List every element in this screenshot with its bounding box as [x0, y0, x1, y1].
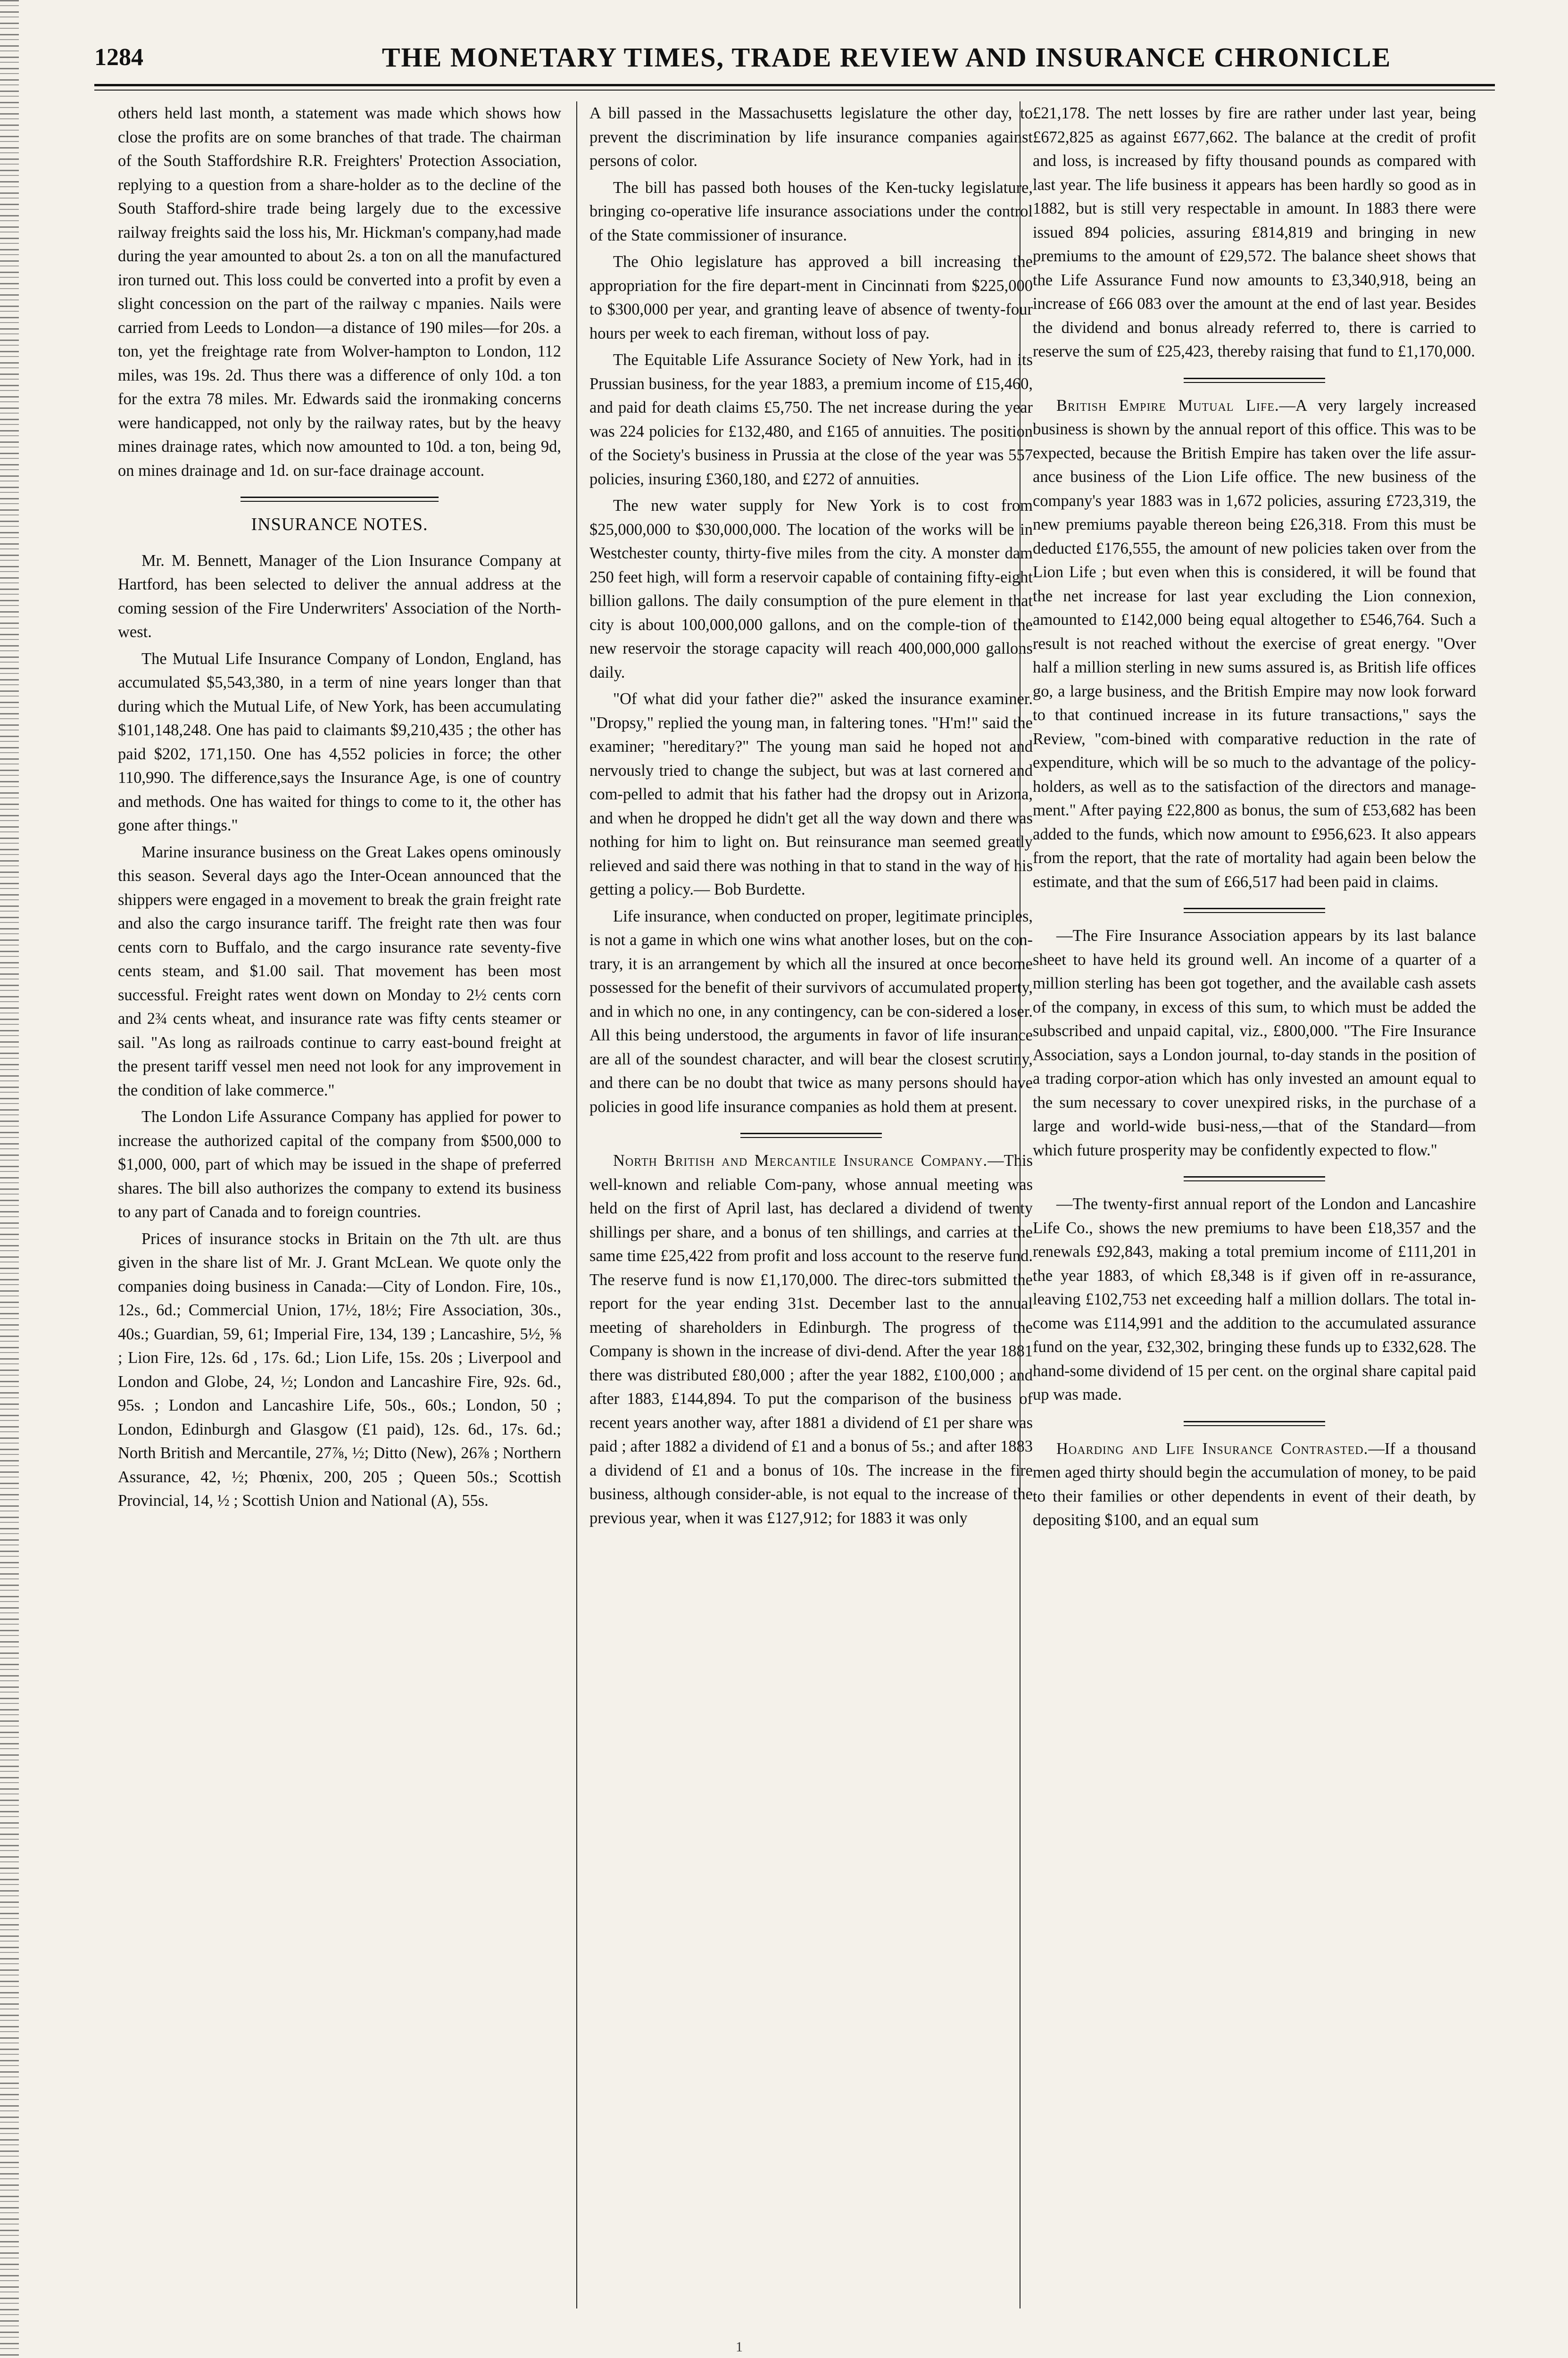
section-separator — [1184, 1421, 1325, 1428]
header-rule — [94, 84, 1495, 86]
article-paragraph — [1033, 394, 1476, 894]
article-paragraph: Life insurance, when conducted on proper, legitimate principles, is not a game in which one wins what another loses, but on the con-trary, it is an arrangement by which all the insured at once become possessed for the benefit of their survivors of accumulated property, and in which no one, in any contingency, can be con-sidered a loser. All this being understood, the arguments in favor of life insurance are all of the soundest character, and will bear the closest scrutiny, and there can be no doubt that twice as many persons should have policies in good life insurance companies as hold them at present. — [589, 907, 1033, 1116]
section-separator — [1184, 1176, 1325, 1183]
article-paragraph: —The Fire Insurance Association appears by its last balance sheet to have held its ground well. An income of a quarter of a million sterling has been got together, and the available cash assets of the company, in excess of this sum, to which must be added the subscribed and unpaid capital, viz., £800,000. "The Fire Insurance Association, says a London journal, to-day stands in the position of a trading corpor-ation which has only invested an amount equal to the sum necessary to cover unexpired risks, in the purchase of a large and world-wide busi-ness,—that of the Standard—from which future prosperity may be confidently expected to flow." — [1033, 927, 1476, 1159]
article-paragraph: A bill passed in the Massachusetts legislature the other day, to prevent the discrimination by life insurance companies against persons of color. — [589, 104, 1033, 170]
article-paragraph: The Equitable Life Assurance Society of New York, had in its Prussian business, for the year 1883, a premium income of £15,460, and paid for death claims £5,750. The net increase during the year was 224 policies for £132,480, and £165 of annuities. The position of the Society's business in Prussia at the close of the year was 557 policies, insuring £360,180, and £272 of annuities. — [589, 351, 1033, 488]
article-paragraph: £21,178. The nett losses by fire are rather under last year, being £672,825 as against £677,662. The balance at the credit of profit and loss, is increased by fifty thousand pounds as compared with last year. The life business it appears has been hardly so good as in 1882, but is still very respectable in amount. In 1883 there were issued 894 policies, assuring £814,819 and bringing in new premiums to the amount of £29,572. The balance sheet shows that the Life Assurance Fund now amounts to £3,340,918, being an increase of £66 083 over the amount at the end of last year. Besides the dividend and bonus already referred to, there is carried to reserve the sum of £25,423, thereby raising that fund to £1,170,000. — [1033, 104, 1476, 360]
article-paragraph: others held last month, a statement was made which shows how close the profits are on some branches of that trade. The chairman of the South Staffordshire R.R. Freighters' Protection Association, replying to a question from a share-holder as to the decline of the South Stafford-shire trade being largely due to the excessive railway freights said the loss his, Mr. Hickman's company,had made during the year amounted to about 2s. a ton on all the manufactured iron turned out. This loss could be converted into a profit by even a slight concession on the part of the railway c mpanies. Nails were carried from Leeds to London—a distance of 190 miles—for 20s. a ton, yet the freightage rate from Wolver-hampton to London, 112 miles, was 19s. 2d. Thus there was a difference of only 10d. a ton for the extra 78 miles. Mr. Edwards said the ironmaking concerns were handicapped, not only by the railway rates, but by the heavy mines drainage rates, which now amounted to 10d. a ton, being 9d, on mines drainage and 1d. on sur-face drainage account. — [118, 104, 561, 480]
column-1 — [118, 101, 561, 2308]
article-paragraph: The new water supply for New York is to cost from $25,000,000 to $30,000,000. The location of the works will be in Westchester county, thirty-five miles from the city. A monster dam 250 feet high, will form a reservoir capable of containing fifty-eight billion gallons. The daily consumption of the pure element in that city is about 100,000,000 gallons, and on the comple-tion of the new reservoir the storage capacity will reach 400,000,000 gallons daily. — [589, 497, 1033, 681]
article-paragraph: The Mutual Life Insurance Company of London, England, has accumulated $5,543,380, in a term of nine years longer than that during which the Mutual Life, of New York, has been accumulating $101,148,248. One has paid to claimants $9,210,435 ; the other has paid $202, 171,150. One has 4,552 policies in force; the other 110,990. The difference,says the Insurance Age, is one of country and methods. One has waited for things to come to it, the other has gone after things." — [118, 649, 561, 834]
article-paragraph — [1033, 1437, 1476, 1532]
article-paragraph: Mr. M. Bennett, Manager of the Lion Insurance Company at Hartford, has been selected to deliver the annual address at the coming session of the Fire Underwriters' Association of the North-west. — [118, 551, 561, 641]
column-divider — [576, 101, 577, 2308]
article-paragraph: "Of what did your father die?" asked the insurance examiner. "Dropsy," replied the young man, in faltering tones. "H'm!" said the examiner; "hereditary?" The young man said he hoped not and nervously tried to change the subject, but was at last cornered and com-pelled to admit that his father had the dropsy out in Arizona, and when he dropped he didn't get all the way down and there was nothing for him to light on. But reinsurance man seemed greatly relieved and said there was nothing in that to stand in the way of his getting a policy.— Bob Burdette. — [589, 690, 1033, 898]
article-lead-heading: North British and Mercantile Insurance Company. — [613, 1152, 988, 1170]
article-paragraph: Prices of insurance stocks in Britain on the 7th ult. are thus given in the share list of Mr. J. Grant McLean. We quote only the companies doing business in Canada:—City of London. Fire, 10s., 12s., 6d.; Commercial Union, 17½, 18½; Fire Association, 30s., 40s.; Guardian, 59, 61; Imperial Fire, 134, 139 ; Lancashire, 5½, ⅝ ; Lion Fire, 12s. 6d , 17s. 6d.; Lion Life, 15s. 20s ; Liverpool and London and Globe, 24, ½; London and Lancashire Fire, 92s. 6d., 95s. ; London and Lancashire Life, 50s., 60s.; London, 50 ; London, Edinburgh and Glasgow (£1 paid), 12s. 6d., 17s. 6d.; North British and Mercantile, 27⅞, ½; Ditto (New), 26⅞ ; Northern Assurance, 42, ½; Phœnix, 200, 205 ; Queen 50s.; Scottish Provincial, 14, ½ ; Scottish Union and National (A), 55s. — [118, 1229, 561, 1510]
section-separator — [1184, 378, 1325, 384]
binding-edge — [0, 0, 19, 2358]
page-header — [94, 38, 1495, 80]
section-heading: INSURANCE NOTES. — [251, 515, 428, 534]
article-paragraph: The Ohio legislature has approved a bill increasing the appropriation for the fire depart-ment in Cincinnati from $225,000 to $300,000 per year, and granting leave of absence of twenty-four hours per week to each fireman, without loss of pay. — [589, 253, 1033, 342]
article-paragraph: The bill has passed both houses of the Ken-tucky legislature, bringing co-operative life insurance associations under the control of the State commissioner of insurance. — [589, 178, 1033, 244]
article-paragraph: The London Life Assurance Company has applied for power to increase the authorized capital of the company from $500,000 to $1,000, 000, part of which may be issued in the shape of preferred shares. The bill also authorizes the company to extend its business to any part of Canada and to foreign countries. — [118, 1108, 561, 1221]
article-text: —A very largely increased business is shown by the annual report of this office. This was to be expected, because the British Empire has taken over the life assur-ance business of the Lion Life office. The new business of the company's year 1883 was in 1,672 policies, assuring £723,319, the new premiums payable thereon being £26,318. From this must be deducted £176,555, the amount of new policies taken over from the Lion Life ; but even when this is considered, it will be found that the net increase for last year excluding the Lion connexion, amounted to £142,000 being equal altogether to £546,764. Such a result is not reached without the exercise of great energy. "Over half a million sterling in new sums assured is, as British life offices go, a large business, and the British Empire may now look forward to that continued increase in its future transactions," says the Review, "com-bined with comparative reduction in the rate of expenditure, which will be so much to the advantage of the policy-holders, as well as to the satisfaction of the directors and manage-ment." After paying £22,800 as bonus, the sum of £53,682 has been added to the funds, which now amount to £956,623. It also appears from the report, that the rate of mortality had again been below the estimate, and that the sum of £66,517 had been paid in claims. — [1033, 396, 1476, 891]
article-paragraph: Marine insurance business on the Great Lakes opens ominously this season. Several days ago the Inter-Ocean announced that the shippers were engaged in a movement to break the grain freight rate and also the cargo insurance tariff. The freight rate then was four cents corn to Buffalo, and the cargo insurance rate seventy-five cents steam, and $1.00 sail. That movement has been most successful. Freight rates went down on Monday to 2½ cents corn and 2¾ cents wheat, and insurance rate was fifty cents steamer or sail. "As long as railroads continue to carry east-bound freight at the present tariff vessel men need not look for any improvement in the condition of lake commerce." — [118, 843, 561, 1099]
article-lead-heading: Hoarding and Life Insurance Contrasted. — [1056, 1439, 1369, 1458]
article-paragraph: —The twenty-first annual report of the London and Lancashire Life Co., shows the new premiums to have been £18,357 and the renewals £92,843, making a total premium income of £111,201 in the year 1883, of which £8,348 is if given off in re-assurance, leaving £102,753 net exceeding half a million dollars. The total in-come was £114,991 and the addition to the accumulated assurance fund on the year, £32,302, bringing these funds up to £332,628. The hand-some dividend of 15 per cent. on the orginal share capital paid up was made. — [1033, 1195, 1476, 1403]
section-separator — [241, 497, 439, 503]
article-text: —This well-known and reliable Com-pany, whose annual meeting was held on the first of April last, has declared a dividend of twenty shillings per share, and a bonus of ten shillings, and carries at the same time £25,422 from profit and loss account to the reserve fund. The reserve fund is now £1,170,000. The direc-tors submitted the report for the year ending 31st. December last to the annual meeting of shareholders in Edinburgh. The progress of the Company is shown in the increase of divi-dend. After the year 1881 there was distributed £80,000 ; after the year 1882, £100,000 ; and after 1883, £144,894. To put the comparison of the business of recent years another way, after 1881 a dividend of £1 per share was paid ; after 1882 a dividend of £1 and a bonus of 5s.; and after 1883 a dividend of £1 and a bonus of 10s. The increase in the fire business, although consider-able, is not equal to the increase of the previous year, when it was £127,912; for 1883 it was only — [589, 1152, 1033, 1527]
column-2 — [589, 101, 1033, 2308]
article-paragraph — [589, 1149, 1033, 1530]
page-footer-mark: 1 — [736, 2339, 743, 2355]
page-number: 1284 — [94, 44, 143, 71]
header-rule-thin — [94, 90, 1495, 91]
section-separator — [740, 1133, 882, 1139]
column-3 — [1033, 101, 1476, 2308]
article-text: —If a thousand men aged thirty should begin the accumulation of money, to be paid to their families or other dependents in event of their death, by depositing $100, and an equal sum — [1033, 1439, 1476, 1529]
masthead-title: THE MONETARY TIMES, TRADE REVIEW AND INSURANCE CHRONICLE — [382, 42, 1392, 73]
section-separator — [1184, 908, 1325, 914]
article-lead-heading: British Empire Mutual Life. — [1056, 396, 1279, 415]
